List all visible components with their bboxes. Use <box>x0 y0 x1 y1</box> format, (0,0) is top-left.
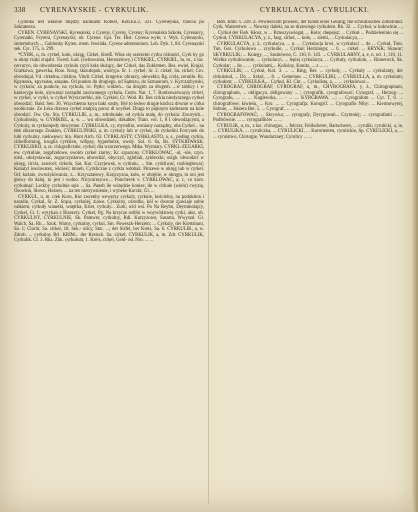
dictionary-entry: CYRKULACYA, y, ż., cyrkulacya, ... n. ... Cyrkulacja krwi, w cyrkulaci ... do ... Cyrkuł, Tom. Tun. Gez. Cyrkulowa ... zcyrkulie, ... Cyrkuł; Herzinogu; ... 6, ... cirkel. ... KRYKK; Skawar; SKYRKULIK; ... Kniegy, ...; Sasinówno, C. 110, 6. 143. ... CYRKULARNY, a, e, n. od. 1, 110, 11. Wielka cyrkulowanie, ... cyrkulacyi, ... lepiej cyrkulacya, ... Cyrkuły, cyrkulum, ... Rinnensch, Sk. Cyrkular; ... do ... ... cyrkulami,... Kolisiny, Konitz, ... z ... ... <box>213 41 403 69</box>
page-header <box>0 6 418 20</box>
right-column <box>213 20 403 508</box>
dictionary-entry: CYRKULIK; ... Cyrkul, Kol. 3. ... ... Ring, Ber. ... cyrkuły, ... Cyrkuły ... cyrkulanty, der cirkulstud, ... Do ... Szkol, ... 8. ... Gemeines ...; CYRKULIKI, ... CYRKULLA, a, m. cyrkulum; cyrkułom; ... CYRKUŁKA,... Cyrkul, Kl. Chr. ... Cyrkulista, a, ... ... cyrkulować... <box>213 69 403 85</box>
left-running-head: CYRENAYSKIE - CYRKULIK. <box>40 6 149 14</box>
dictionary-entry: Bob. Jimb. v. 228. Z. Powieściom powieść, der Kreiß einer Gesang, the schwäbisches Zirkelrund. Cyrk. Wanerstwo: ... Nowszy daleki, na ze drzewiego cyrkułom. Rk. 32. ... Cyrkuł, w kołowinie ..., ... Cyrkuł der Fieb. Kłosz, w ... Brzeszyswiegat, ... Koto; chepejsz; ... Cyrkuł ... Podzieleninio się ... Cyrkuł, CYRKULACYA, y, ż., fasg. cirkel, ... koło, ... ziemi, ... Cyrkulacya, ... <box>213 20 403 42</box>
dictionary-entry: Cyrenka iest właśnie między karakami Kobiet, Kob.En.2, 321. Cyreneyska, trzecia po Sokrateszu. <box>14 20 204 31</box>
dictionary-entry: CYROGRAFOWAĆ; ... Skrywka; ... cyrografy, Dyrygowań... Czymniej; ... cyrografami ... ... Podłrównie. ... ... cyrografików ... ... <box>213 112 403 124</box>
page-edge <box>412 0 418 512</box>
dictionary-entry: CYROGRAF, CHROGRAF, CYROGRAF, u, m., CHYROGRAFA, y, ż., Chirographum, chirographum, ... obligacya, obligowany ... ; cyrografik, cyrografować; Cyrograf, ... Herzog- ... Cyrografu, ... ... ... Kuglewska, ... - ... ... KYRGRAWA. ...; ... Cyrografom ... Cyr. T, 6. ... chirografowe; kiwieśu, ... Kro. ... ... Cyrografja; Kurogrif. ... Cyrografin Niby: ... Kiermowytej, Sobnie, ... Hezera Ber. 5. ... Cyrograf, ... ... ... <box>213 85 403 113</box>
left-column <box>14 20 204 508</box>
right-running-head: CYRKULACYA - CYRULICKI. <box>260 6 370 14</box>
column-divider <box>208 22 209 504</box>
dictionary-entry: CYRULIK, a, m., z łac. chirurgus, ... felczer, Feldscherer, Bartscherer, ... cyrulik; cyrulicki, a, ie, ... CYRULIKA, ... cyruliczka, ... CYRULICKI, ... Kurortenten, cyrulickie, Sp. CYRULICKI, a, ... ... cyrulstwo, Chirurgie, Wundarzney; Cyrulicy ... ... <box>213 123 403 140</box>
dictionary-entry: CYREN. CYRENAYSKI, Kyrenaiski, z Cyreny, Cyreny, Cyreny; Kyrenaiska Szkoła, Cyrenaicy, Cyrenaiki, Fryreni, Cyrenayski; ob. Cyrene. Gpr. Ter. Hist. Cyrena wyle; v. Wyk. Cyrenayski, śmiertelnych..., Gablonky Kyren. mem. fewińda, Cyrene adrentonium. Leh. Dyk. I, 84. Cyrenayski sek. Cyr. 175, n. 299. <box>14 30 204 53</box>
dictionary-entry: CYRKUŁ, u, m. ciek Kuro, Kur zwrenby wewęrzy cyrkuly, cyrkule, kościelny, na poduktion i naradin, Cyrkal, Sr. Z. Srąca, cyrkulej, ziawe. Cyrkulny, ośrodku, kół w dworze zjawiaje sobie całkiem, cyrkuły wanetki, wnętrka, Kriet, cyrkuly... Zurk; wid wsi. Po Na Reybn, Deymmolajcy, Cyrkel, Cr. I; wytykan z Bisezery. Cyrkel, Pg. Na krzyrze osibhi w woywództwię cyrkl, ałos, ob. CYRKULNY, CYRKULNIE, Sk. Pamwer, cyrkulny, Rdl. Kurzyzowe, Sasarta, Wwyszd. Gl. Walch, Sa. Rh... Szuk. Warny, cyrkulny, cyrkul, Sm. Poweszk-Herzem; ... Cyrkuly, der Kiertshuni, Sa. 1; Clorin; Sa. cirkel, 18, Sek.- ulicy, Stzr. ...; der Sirfel, ber Kreis, Sa. 6. CYRKULIK, a, w. Zdrob. ... cyrkulny Brl. KRIM... der Kreisch. Sa. cirkel; CYRKULIK, a, m. Zdr. CYRKULIK, Cyrkulik. Cl. 3. Rkz. Zhk. cyrkulum, 1. Kreis, cirkel, Geld- od. Nro. ... ... <box>14 194 204 244</box>
page-number: 338 <box>14 6 26 14</box>
dictionary-entry: *CYRK, u, m. cyrkel, koło, okrąg, Cirkel, Kreiß. Wina się szerzemi cyrku różności, Cyrk by go w okręt rzuki zrajabi. Twerd. Ład. (świtowania, Henszelowy.) CYRKIEL, CYRKIEL, ła, m., z łac. cercuryo, do obwodzenia cyrkulu czyli koła służący, der Cirkel, das Zuklemen. Bes. ewiel, Krajal, Gratkowa, gawecka, Ross. Krug, śkizułopok, wzóryja. Sr. 1. cyrkel; Sr. 2. cirkel; Sa. cirkel; Cro. obvodnjal, Vd. cirkelnu, cirklinu. Vindr. Cirkel, krugelce. obrazcy, oleweklo; Rg. crzla, cerutilo. Rs. Кружокъ, кругымо, коцовъ. Od punktu do drugiego, od Sąmszu, do Szmaurum, v. Kyrczarbynski, w cyrkulu; za punkcie, na cyrkulu, ro. Pętlo; widzeń... na drugim za drugem. ...w tablicy i w kaskwygo koło, ulywanyi narządni zaszwanego cyrkulu. Cezm. Nar. 1, 7. Bonbowarwayzy cirkel, w cyrkel, w cyrkl, w cyrkel Wyszczerbki, ale. Cyrkiel, Cr. Wod. Rl. Bes cirkla niesłysznego cyrkel obwodzić. Bald. Sen. 36. Wzychłemu koyu baki sosby. Był to ledwo drugie kochcz drwnie w cirku osobicznie. Ze Łska drzewa cyrkel malpcą poroz dl ocyrkel. Draga to pięknym kuderzem na kole obrodzić. Ow. Ow. Sta. CYRKULIK, a, m., zdrobniałe, od cyrkla malę, do cyrkula: Zwurytch... Cyrkulinsky, w. GYMKIEL, a, w. ... wu obwodzień, dokabbe; Tram. vol. 1, 8 I obwodzącymi, a Cyrkuly, tu cyrkulujedy dowymne. CYRKULKA, cy, mymdim, woniany narządny, oba Cyrkel... na tłek zikzorsego Znakien, CYRKULIŃSKI, a, m. cyrkuly lub w cyrkel, do cyrkelini Forcynek do lubi cyrkulny, niekwęwo; Sta. Hunt Arch. 63. CYRKLASTY, CYRKLASTO, a, s., podług cyrkla, cirkelforming, kruglia cyrkilen, wllipsy, hyperbolsk, owsty. Sol. 6. 6a, Bs. SYTKRIWASK. CYRKLISKO, a, ss. cirkgraficznie, cyrkel; dla wzorzerwego. Mtka. Wymiary. CYRKL-ZEGARKI, ew. cyrkulnie, zegafzelowe, swoim cyrkel ziarny; Kr. szpuzony. CYRKLOWAC, -al, -uie, czyn. nied., ułożystawiać, zegarczynkowe, obwodzić, obyczyć, zglobali, zykłeczki; ośrgh. obwodzić w okręg, circla, zawicel; cirkelu, Sat. Kur. Czyrjowsk, w cyrkulu, ... Sm. cyrkliwać, rozbiegłować; Kanatyl iswinwatez, wkriesi; mineb, Cyrkliczne z cyrkla wdobaż. Pinzewe w okręg lub w cyrkel. Od; kuźnie, zwrożykiwaniu; z... Krzyształowy, Krajczyzna, koło, w obrębie, w okręgu, tu oni jest głowy do dalej, to jest i wolno. Nicynirezywe...; Poncherek v. CYRKLOWAC, a; r., co kom. cyrkulnąć; Leckby cyrkulnie sęla ... Sa. Paneb ile wśzędzie koniec, ile w cirkule (wielu) cwyzię, Osowkin, Słowo, Herzen, ... na ten nietrywnienie, i wybeke Korski; Gl. ... <box>14 52 204 195</box>
